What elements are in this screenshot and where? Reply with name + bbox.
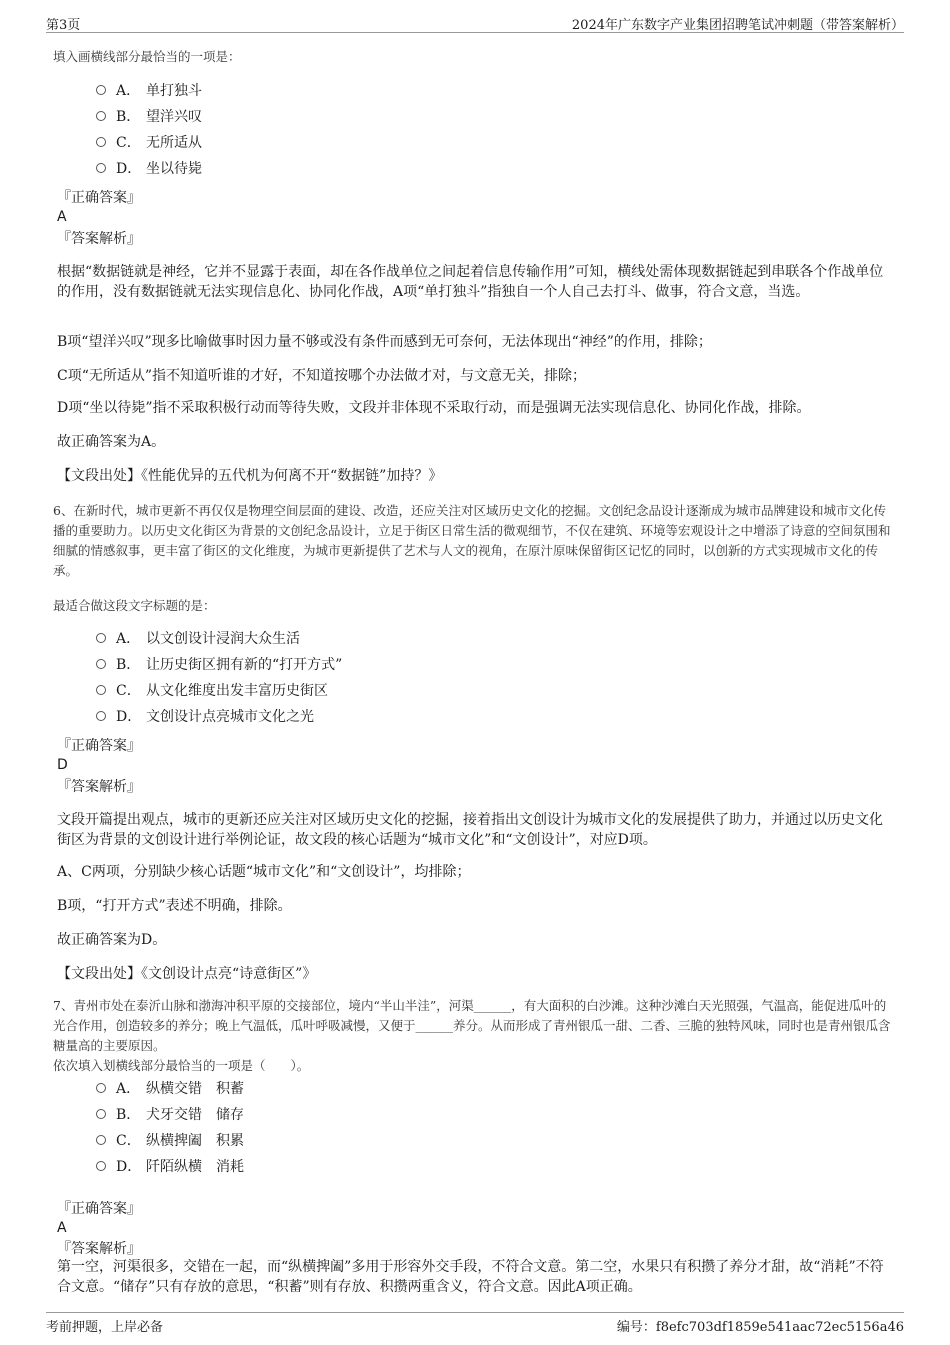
q5-analysis-3: C项“无所适从”指不知道听谁的才好，不知道按哪个办法做才对，与文意无关，排除； [57, 368, 587, 384]
q6-source: 【文段出处】《文创设计点亮“诗意街区”》 [57, 966, 317, 982]
q5-answer-label: 『正确答案』 [57, 190, 141, 206]
q5-answer: A [57, 209, 67, 225]
q5-analysis-1: 根据“数据链就是神经，它并不显露于表面，却在各作战单位之间起着信息传输作用”可知，横线处需体现数据链起到串联各个作战单位的作用，没有数据链就无法实现信息化、协同化作战，A项“单打独斗”指独自一个人自己去打斗、做事，符合文意，当选。 [57, 264, 884, 300]
radio-icon[interactable] [96, 163, 106, 173]
radio-icon[interactable] [96, 685, 106, 695]
q6-analysis-4: 故正确答案为D。 [57, 932, 167, 948]
q7-option-a[interactable]: A． 纵横交错 积蓄 [96, 1078, 244, 1100]
q5-option-b[interactable]: B． 望洋兴叹 [96, 106, 202, 128]
radio-icon[interactable] [96, 1109, 106, 1119]
q6-answer: D [57, 757, 68, 773]
radio-icon[interactable] [96, 137, 106, 147]
q7-answer-label: 『正确答案』 [57, 1201, 141, 1217]
radio-icon[interactable] [96, 1161, 106, 1171]
radio-icon[interactable] [96, 85, 106, 95]
q6-analysis-label: 『答案解析』 [57, 779, 141, 795]
q7-option-b[interactable]: B． 犬牙交错 储存 [96, 1104, 244, 1126]
q6-analysis-2: A、C两项，分别缺少核心话题“城市文化”和“文创设计”，均排除； [57, 864, 471, 880]
q5-prompt: 填入画横线部分最恰当的一项是： [53, 49, 241, 64]
q7-answer: A [57, 1220, 67, 1236]
q6-answer-label: 『正确答案』 [57, 738, 141, 754]
q7-analysis-1: 第一空，河渠很多，交错在一起，而“纵横捭阖”多用于形容外交手段，不符合文意。第二空，水果只有积攒了养分才甜，故“消耗”不符合文意。“储存”只有存放的意思，“积蓄”则有存放、积攒两重含义，符合文意。因此A项正确。 [57, 1259, 884, 1295]
page-footer [46, 1312, 904, 1337]
document-id: 编号：f8efc703df1859e541aac72ec5156a46 [616, 1320, 904, 1335]
q5-source: 【文段出处】《性能优异的五代机为何离不开“数据链”加持？》 [57, 468, 443, 484]
q7-prompt: 依次填入划横线部分最恰当的一项是（ ）。 [53, 1058, 310, 1073]
q6-option-d[interactable]: D． 文创设计点亮城市文化之光 [96, 706, 314, 728]
q6-option-c[interactable]: C． 从文化维度出发丰富历史街区 [96, 680, 328, 702]
q5-analysis-label: 『答案解析』 [57, 231, 141, 247]
footer-slogan: 考前押题，上岸必备 [46, 1320, 164, 1335]
q6-analysis-1: 文段开篇提出观点，城市的更新还应关注对区域历史文化的挖掘，接着指出文创设计为城市文化的发展提供了助力，并通过以历史文化街区为背景的文创设计进行举例论证，故文段的核心话题为“城市文化”和“文创设计”，对应D项。 [57, 812, 883, 848]
q6-prompt: 最适合做这段文字标题的是： [53, 598, 216, 613]
q7-text: 7、青州市处在泰沂山脉和渤海冲积平原的交接部位，境内“半山半洼”，河渠______，有大面积的白沙滩。这种沙滩白天光照强，气温高，能促进瓜叶的光合作用，创造较多的养分；晚上气温低，瓜叶呼吸减慢，又便于______养分。从而形成了青州银瓜一甜、二香、三脆的独特风味，同时也是青州银瓜含糖量高的主要原因。 [53, 998, 891, 1053]
radio-icon[interactable] [96, 111, 106, 121]
radio-icon[interactable] [96, 1083, 106, 1093]
page-number: 第3页 [46, 18, 81, 33]
q6-option-a[interactable]: A． 以文创设计浸润大众生活 [96, 628, 300, 650]
document-title: 2024年广东数字产业集团招聘笔试冲刺题（带答案解析） [571, 18, 904, 33]
q5-analysis-2: B项“望洋兴叹”现多比喻做事时因力量不够或没有条件而感到无可奈何，无法体现出“神经”的作用，排除； [57, 334, 712, 350]
q5-option-c[interactable]: C． 无所适从 [96, 132, 202, 154]
q7-option-d[interactable]: D． 阡陌纵横 消耗 [96, 1156, 244, 1178]
q6-option-b[interactable]: B． 让历史街区拥有新的“打开方式” [96, 654, 342, 676]
q6-analysis-3: B项，“打开方式”表述不明确，排除。 [57, 898, 292, 914]
q6-text: 6、在新时代，城市更新不再仅仅是物理空间层面的建设、改造，还应关注对区域历史文化的挖掘。文创纪念品设计逐渐成为城市品牌建设和城市文化传播的重要助力。以历史文化街区为背景的文创纪念品设计，立足于街区日常生活的微观细节，不仅在建筑、环境等宏观设计之中增添了诗意的空间氛围和细腻的情感叙事，更丰富了街区的文化维度，为城市更新提供了艺术与人文的视角，在原汁原味保留街区记忆的同时，以创新的方式实现城市文化的传承。 [53, 503, 891, 578]
q7-option-c[interactable]: C． 纵横捭阖 积累 [96, 1130, 244, 1152]
radio-icon[interactable] [96, 1135, 106, 1145]
radio-icon[interactable] [96, 659, 106, 669]
q5-option-a[interactable]: A． 单打独斗 [96, 80, 202, 102]
q7-analysis-label: 『答案解析』 [57, 1241, 141, 1257]
q5-analysis-4: D项“坐以待毙”指不采取积极行动而等待失败，文段并非体现不采取行动，而是强调无法实现信息化、协同化作战，排除。 [57, 400, 811, 416]
page-header [46, 12, 904, 33]
radio-icon[interactable] [96, 711, 106, 721]
q5-analysis-5: 故正确答案为A。 [57, 434, 166, 450]
q5-option-d[interactable]: D． 坐以待毙 [96, 158, 202, 180]
radio-icon[interactable] [96, 633, 106, 643]
